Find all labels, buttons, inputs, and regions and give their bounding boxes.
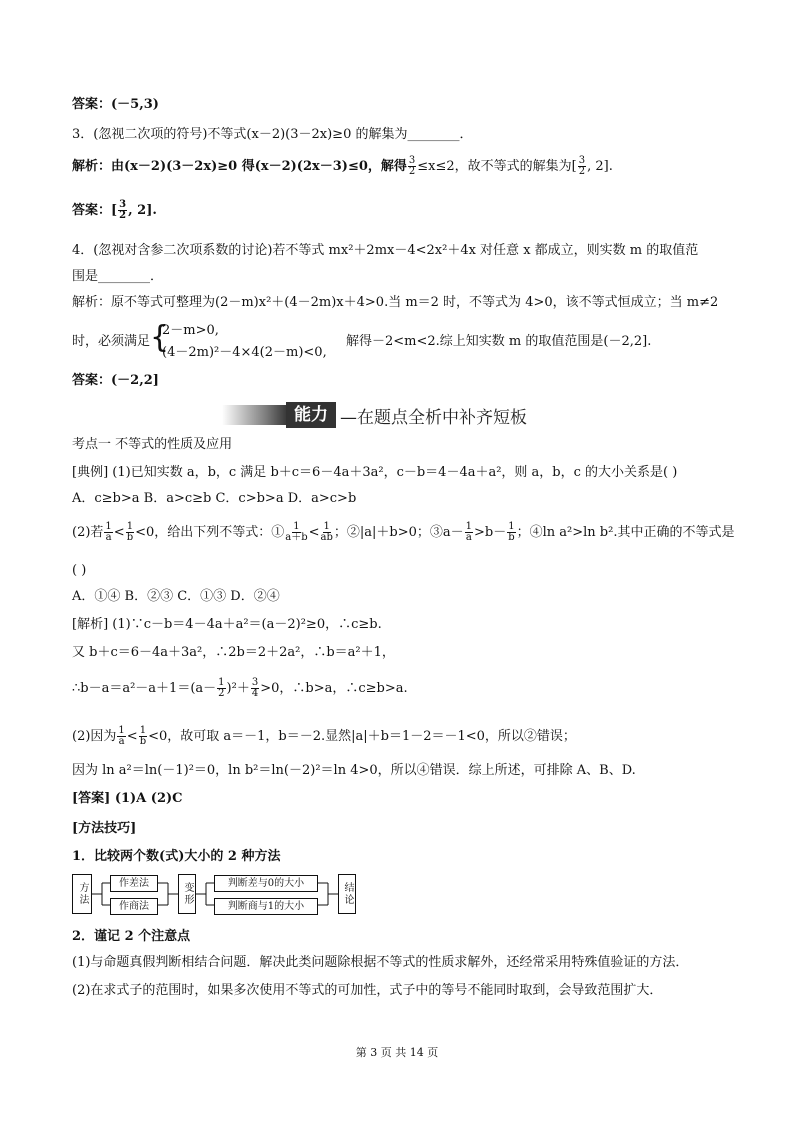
answer-blank: ( ) bbox=[72, 563, 87, 578]
fraction: $\frac{1}{a}$ bbox=[465, 521, 473, 543]
solution-3 bbox=[72, 156, 613, 177]
page-footer: 第 3 页 共 14 页 bbox=[355, 1046, 439, 1059]
banner-subtitle: —在题点全析中补齐短板 bbox=[340, 407, 527, 428]
flow-box-conclusion: 结论 bbox=[338, 874, 356, 914]
fraction: $\frac{3}{2}$ bbox=[408, 155, 416, 177]
fraction: $\frac{1}{b}$ bbox=[508, 521, 515, 543]
fraction: $\frac{3}{2}$ bbox=[578, 155, 586, 177]
fraction: $\frac{1}{a}$ bbox=[118, 725, 125, 747]
flow-box-method: 方法 bbox=[72, 874, 92, 914]
brace: { bbox=[150, 320, 170, 355]
flow-box-quotient: 作商法 bbox=[110, 898, 158, 915]
answer-4: 答案：(－2,2] bbox=[72, 373, 159, 388]
example-1: [典例] (1)已知实数 a，b，c 满足 b＋c＝6－4a＋3a²，c－b＝4－4a＋a²，则 a，b，c 的大小关系是( ) bbox=[72, 465, 678, 480]
fraction: $\frac{1}{b}$ bbox=[126, 521, 134, 543]
flow-box-compare-quotient: 判断商与1的大小 bbox=[214, 898, 318, 915]
method-heading: [方法技巧] bbox=[72, 821, 137, 836]
section-banner bbox=[222, 402, 572, 428]
options-2: A．①④ B．②③ C．①③ D．②④ bbox=[72, 589, 280, 604]
flow-box-difference: 作差法 bbox=[110, 875, 158, 892]
question-4-cont: 围是________． bbox=[72, 269, 164, 284]
answer-line: 答案：(－5,3) bbox=[72, 97, 159, 112]
banner-gradient bbox=[222, 405, 286, 425]
topic-heading: 考点一 不等式的性质及应用 bbox=[72, 437, 233, 452]
answer-3: 答案：[ $\frac{3}{2}$ , 2]. bbox=[72, 199, 157, 221]
fraction: $\frac{3}{2}$ bbox=[119, 199, 127, 221]
method-2: 2．谨记 2 个注意点 bbox=[72, 929, 191, 944]
analysis-3: ∴b－a＝a²－a＋1＝(a－ $\frac{1}{2}$ )²＋ $\frac{3}{4}$ >0，∴b>a，∴c≥b>a. bbox=[72, 677, 408, 699]
note-2: (2)在求式子的范围时，如果多次使用不等式的可加性，式子中的等号不能同时取到，会导致范围扩大． bbox=[72, 983, 663, 998]
answer-example: [答案] (1)A (2)C bbox=[72, 791, 183, 806]
fraction: $\frac{1}{2}$ bbox=[218, 677, 225, 699]
banner-title: 能力 bbox=[286, 402, 336, 428]
options-1: A．c≥b>a B．a>c≥b C．c>b>a D．a>c>b bbox=[72, 491, 357, 506]
solution-4-cont: 时，必须满足 bbox=[72, 334, 151, 349]
system-line-2: (4－2m)²－4×4(2－m)<0, bbox=[162, 345, 327, 360]
solution-text: , 2]. bbox=[587, 159, 613, 174]
analysis-2: 又 b＋c＝6－4a＋3a²，∴2b＝2＋2a²，∴b＝a²＋1， bbox=[72, 645, 395, 660]
fraction: $\frac{1}{ab}$ bbox=[320, 521, 333, 543]
method-flowchart bbox=[72, 872, 372, 916]
example-2: (2)若 $\frac{1}{a}$ < $\frac{1}{b}$ <0，给出下列不等式：① $\frac{1}{a+b}$ < $\frac{1}{ab}$ ；②|a|＋b>0；③a－ $\frac{1}{a}$ >b－ $\frac{1}{b}$ ；④ln a²>ln b².其中正确的不等式是 bbox=[72, 521, 735, 543]
solution-text: 解析：由(x－2)(3－2x)≥0 得(x－2)(2x－3)≤0，解得 bbox=[72, 159, 407, 174]
solution-text: ≤x≤2，故不等式的解集为[ bbox=[417, 159, 577, 174]
note-1: (1)与命题真假判断相结合问题．解决此类问题除根据不等式的性质求解外，还经常采用特殊值验证的方法． bbox=[72, 955, 689, 970]
analysis-5: 因为 ln a²＝ln(－1)²＝0，ln b²＝ln(－2)²＝ln 4>0，所以④错误．综上所述，可排除 A、B、D. bbox=[72, 763, 636, 778]
solution-4-result: 解得－2<m<2.综上知实数 m 的取值范围是(－2,2]. bbox=[346, 334, 652, 349]
fraction: $\frac{1}{a}$ bbox=[105, 521, 112, 543]
method-1: 1．比较两个数(式)大小的 2 种方法 bbox=[72, 849, 281, 864]
flow-box-compare-difference: 判断差与0的大小 bbox=[214, 875, 318, 892]
analysis-4: (2)因为 $\frac{1}{a}$ < $\frac{1}{b}$ <0，故可取 a＝－1，b＝－2.显然|a|＋b＝1－2＝－1<0，所以②错误； bbox=[72, 725, 576, 747]
fraction: $\frac{1}{b}$ bbox=[139, 725, 147, 747]
flow-box-transform: 变形 bbox=[178, 874, 196, 914]
solution-4: 解析：原不等式可整理为(2－m)x²＋(4－2m)x＋4>0.当 m＝2 时，不等式为 4>0，该不等式恒成立；当 m≠2 bbox=[72, 295, 719, 310]
question-3: 3．(忽视二次项的符号)不等式(x－2)(3－2x)≥0 的解集为________． bbox=[72, 127, 473, 142]
system-line-1: 2－m>0, bbox=[162, 323, 219, 338]
question-4: 4．(忽视对含参二次项系数的讨论)若不等式 mx²＋2mx－4<2x²＋4x 对任意 x 都成立，则实数 m 的取值范 bbox=[72, 243, 699, 258]
analysis-1: [解析] (1)∵c－b＝4－4a＋a²＝(a－2)²≥0，∴c≥b. bbox=[72, 617, 382, 632]
fraction: $\frac{1}{a+b}$ bbox=[285, 521, 308, 543]
fraction: $\frac{3}{4}$ bbox=[251, 677, 259, 699]
